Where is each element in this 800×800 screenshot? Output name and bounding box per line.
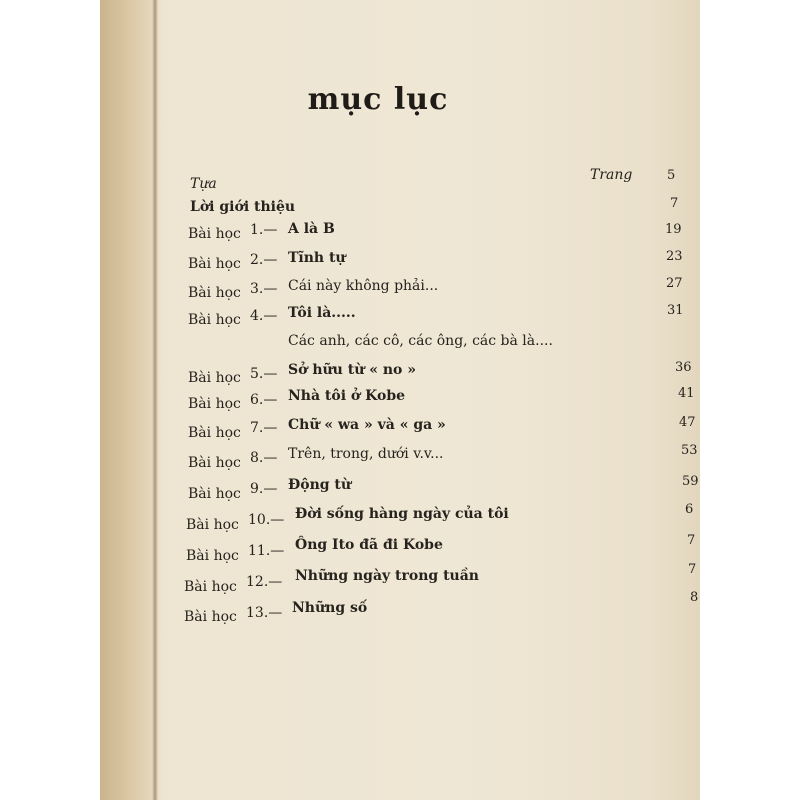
spine-fold-line <box>152 0 158 800</box>
toc-lesson-label: Bài học <box>188 256 241 272</box>
toc-lesson-number: 5.— <box>250 366 278 382</box>
toc-page-number: 23 <box>666 249 683 264</box>
toc-page-number: 59 <box>682 474 699 489</box>
toc-lesson-label: Bài học <box>188 425 241 441</box>
toc-lesson-label: Bài học <box>188 370 241 386</box>
toc-page-number: 53 <box>681 443 698 458</box>
toc-lesson-number: 1.— <box>250 222 278 238</box>
toc-lesson-title: Đời sống hàng ngày của tôi <box>295 506 509 522</box>
toc-lesson-title: Những số <box>292 600 368 616</box>
toc-lesson-title: Ông Ito đã đi Kobe <box>295 537 443 553</box>
toc-lesson-number: 10.— <box>248 512 285 528</box>
toc-lesson-label: Bài học <box>188 396 241 412</box>
toc-lesson-label: Bài học <box>188 312 241 328</box>
toc-lesson-title: Nhà tôi ở Kobe <box>288 388 406 404</box>
toc-lesson-number: 13.— <box>246 605 283 621</box>
toc-lesson-title: Sở hữu từ « no » <box>288 362 417 378</box>
toc-lesson-title: Động từ <box>288 477 352 493</box>
toc-lesson-label: Bài học <box>188 285 241 301</box>
toc-lesson-number: 7.— <box>250 420 278 436</box>
toc-page-number: 27 <box>666 276 683 291</box>
page-column-label: Trang <box>590 167 633 183</box>
toc-page-number: 36 <box>675 360 692 375</box>
toc-lesson-label: Bài học <box>188 486 241 502</box>
toc-introduction-label: Lời giới thiệu <box>190 199 296 215</box>
toc-page-number: 7 <box>688 562 697 577</box>
toc-lesson-subtitle: Các anh, các cô, các ông, các bà là.... <box>288 333 553 349</box>
toc-lesson-label: Bài học <box>188 455 241 471</box>
toc-page-number: 7 <box>687 533 696 548</box>
toc-lesson-title: Tôi là..... <box>288 305 356 321</box>
toc-lesson-number: 11.— <box>248 543 285 559</box>
toc-lesson-title: Cái này không phải... <box>288 278 439 294</box>
toc-lesson-number: 2.— <box>250 252 278 268</box>
toc-lesson-label: Bài học <box>186 548 239 564</box>
toc-lesson-title: Những ngày trong tuần <box>295 568 479 584</box>
toc-page-number: 7 <box>670 196 679 211</box>
toc-lesson-label: Bài học <box>186 517 239 533</box>
toc-lesson-title: Chữ « wa » và « ga » <box>288 417 446 433</box>
toc-page-number: 6 <box>685 502 694 517</box>
toc-page-number: 47 <box>679 415 696 430</box>
toc-page-number: 8 <box>690 590 699 605</box>
toc-page-number: 5 <box>667 168 676 183</box>
toc-lesson-label: Bài học <box>188 226 241 242</box>
toc-page-number: 31 <box>667 303 684 318</box>
toc-lesson-label: Bài học <box>184 579 237 595</box>
toc-lesson-title: Tĩnh tự <box>288 250 346 266</box>
toc-lesson-number: 12.— <box>246 574 283 590</box>
toc-lesson-number: 6.— <box>250 392 278 408</box>
toc-preface-label: Tựa <box>190 176 217 192</box>
toc-lesson-number: 3.— <box>250 281 278 297</box>
toc-lesson-title: Trên, trong, dưới v.v... <box>288 446 444 462</box>
toc-lesson-number: 9.— <box>250 481 278 497</box>
toc-lesson-label: Bài học <box>184 609 237 625</box>
toc-lesson-number: 4.— <box>250 308 278 324</box>
toc-page-number: 41 <box>678 386 695 401</box>
toc-page-number: 19 <box>665 222 682 237</box>
toc-lesson-title: A là B <box>288 221 335 237</box>
page-title: mục lục <box>307 82 449 117</box>
toc-lesson-number: 8.— <box>250 450 278 466</box>
